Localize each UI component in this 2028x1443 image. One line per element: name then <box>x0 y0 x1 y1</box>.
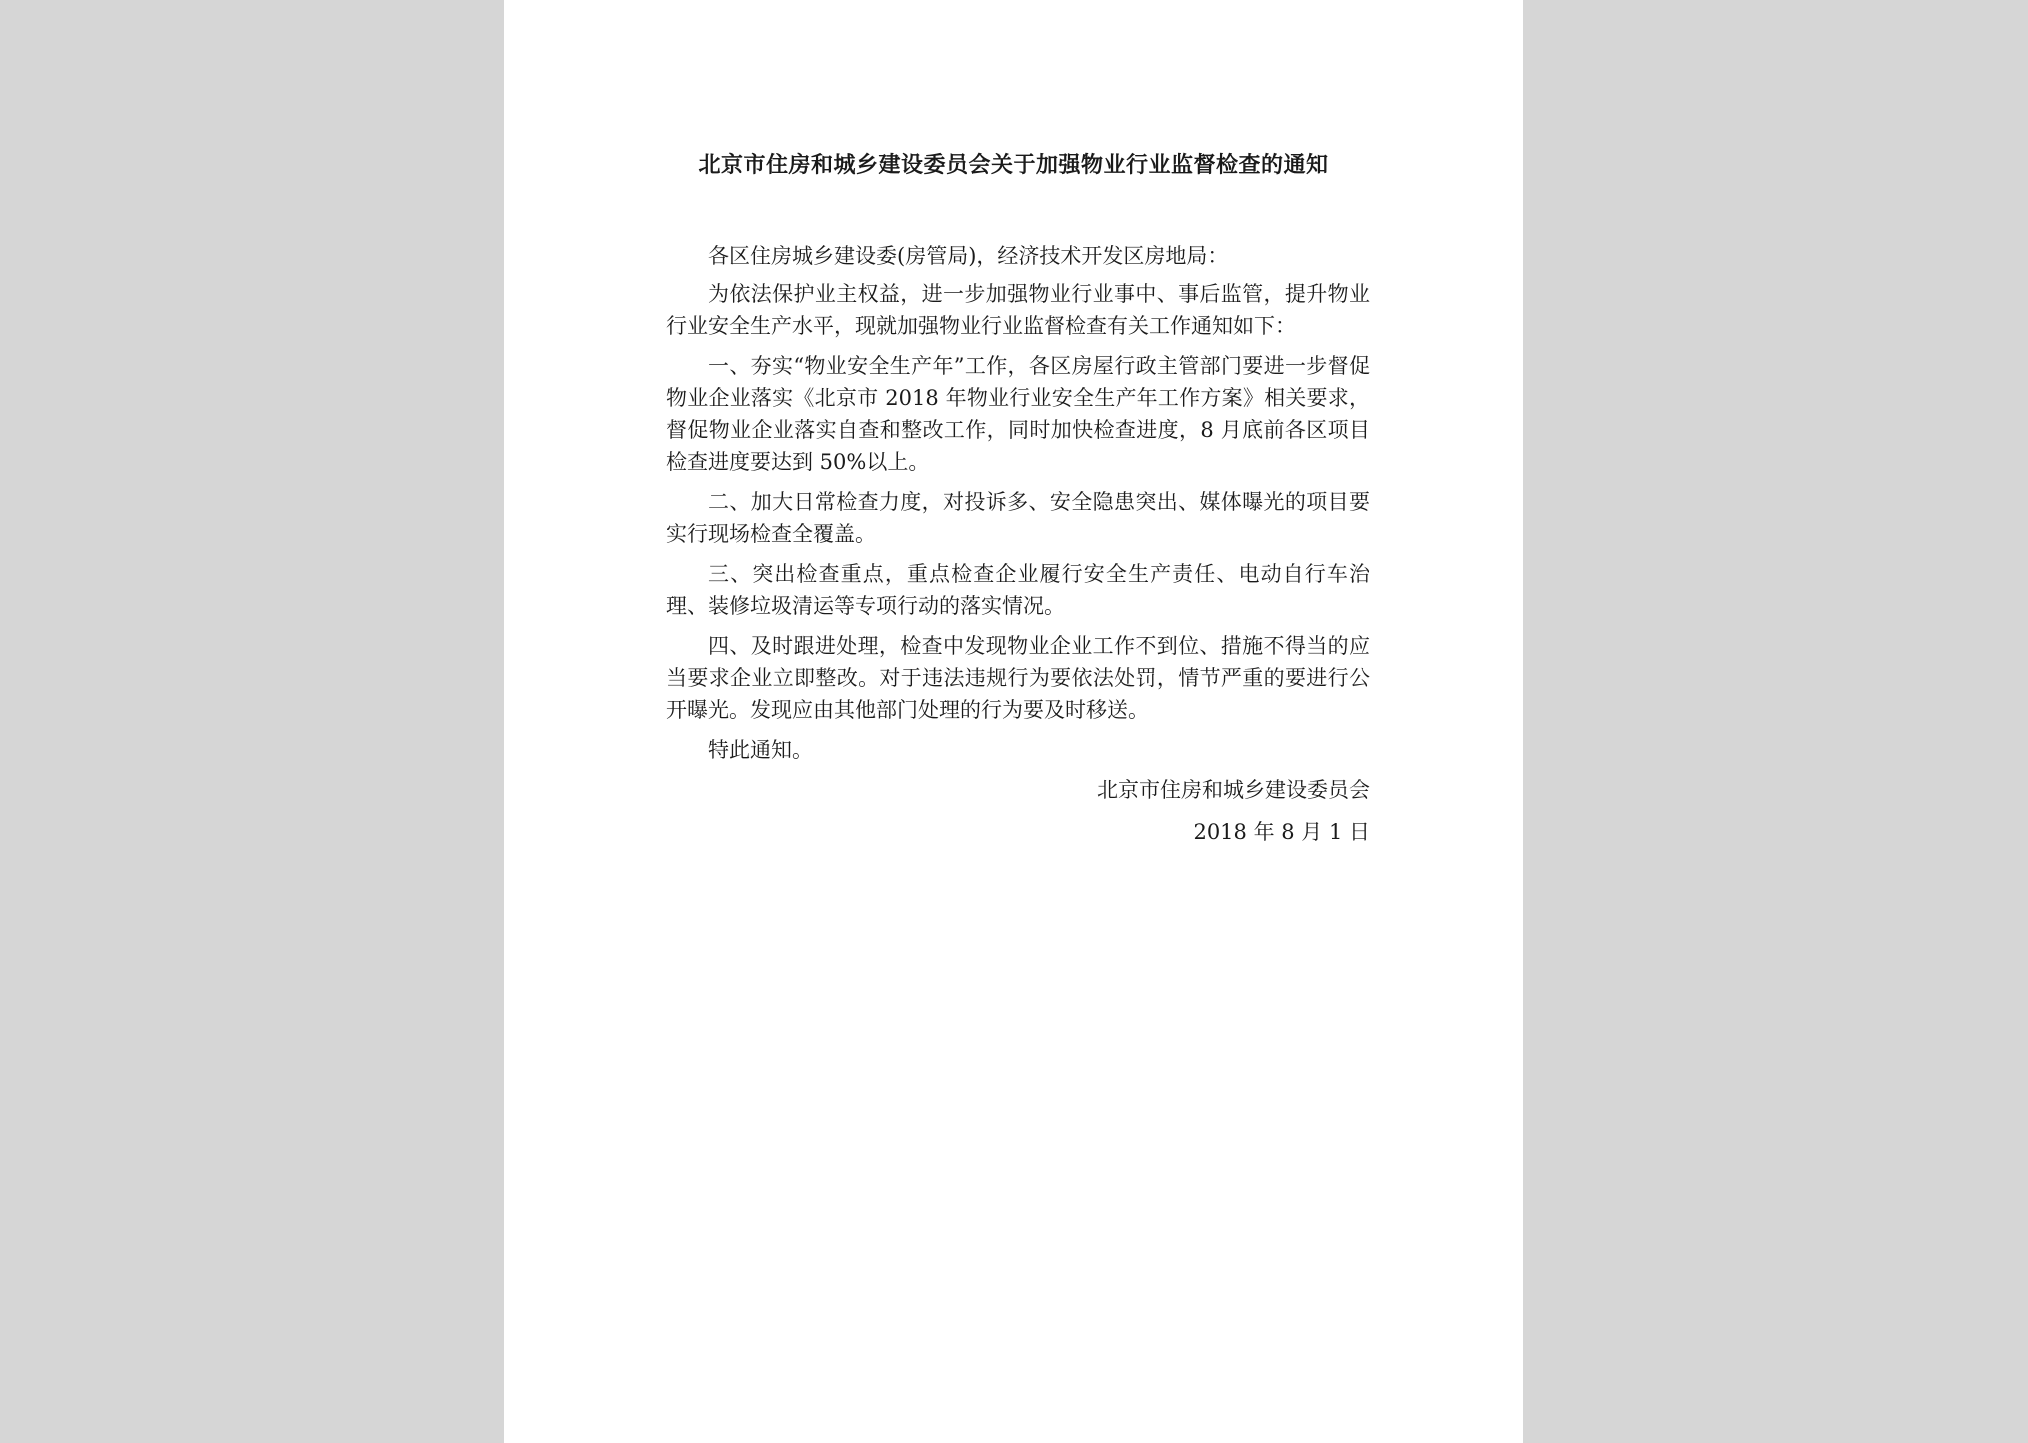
paragraph-item-3: 三、突出检查重点，重点检查企业履行安全生产责任、电动自行车治理、装修垃圾清运等专项行动的落实情况。 <box>666 562 1370 618</box>
paragraph-item-2: 二、加大日常检查力度，对投诉多、安全隐患突出、媒体曝光的项目要实行现场检查全覆盖。 <box>666 490 1370 546</box>
closing-line: 特此通知。 <box>708 738 813 762</box>
signature-date: 2018 年 8 月 1 日 <box>1193 820 1370 844</box>
document-body <box>666 240 1370 848</box>
document-title: 北京市住房和城乡建设委员会关于加强物业行业监督检查的通知 <box>698 152 1329 178</box>
paragraph-intro: 为依法保护业主权益，进一步加强物业行业事中、事后监管，提升物业行业安全生产水平，现就加强物业行业监督检查有关工作通知如下： <box>666 282 1370 338</box>
paragraph-item-1: 一、夯实“物业安全生产年”工作，各区房屋行政主管部门要进一步督促物业企业落实《北京市 2018 年物业行业安全生产年工作方案》相关要求，督促物业企业落实自查和整改工作，同时加快检查进度，8 月底前各区项目检查进度要达到 50%以上。 <box>666 354 1370 474</box>
salutation: 各区住房城乡建设委(房管局)，经济技术开发区房地局： <box>708 244 1229 268</box>
paragraph-item-4: 四、及时跟进处理，检查中发现物业企业工作不到位、措施不得当的应当要求企业立即整改。对于违法违规行为要依法处罚，情节严重的要进行公开曝光。发现应由其他部门处理的行为要及时移送。 <box>666 634 1370 722</box>
signature-organization: 北京市住房和城乡建设委员会 <box>1097 778 1370 802</box>
document-page <box>504 0 1523 1443</box>
